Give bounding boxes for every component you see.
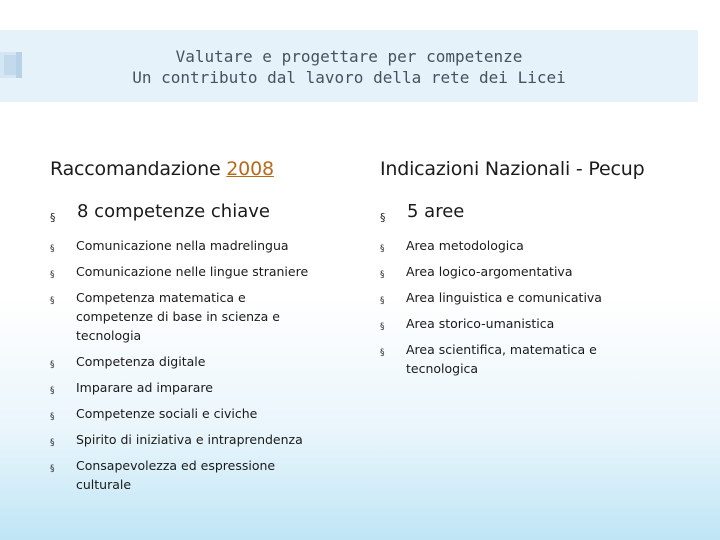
left-item-2 (50, 262, 370, 281)
left-column (50, 156, 370, 494)
right-item-text: Area logico-argomentativa (406, 264, 573, 279)
left-heading-year-link[interactable]: 2008 (226, 158, 274, 180)
left-item-5 (50, 378, 370, 397)
right-item-text: Area linguistica e comunicativa (406, 290, 602, 305)
bullet-icon: § (50, 244, 55, 254)
bullet-icon: § (50, 386, 55, 396)
bullet-icon: § (50, 296, 55, 306)
bullet-icon: § (50, 270, 55, 280)
bullet-icon: § (380, 270, 385, 280)
right-main-point (380, 200, 700, 224)
left-item-8 (50, 456, 296, 494)
bullet-icon: § (380, 296, 385, 306)
bullet-icon: § (380, 348, 385, 358)
left-item-4 (50, 352, 370, 371)
right-item-5 (380, 340, 626, 378)
right-column (380, 156, 700, 378)
bullet-icon: § (50, 360, 55, 370)
left-column-heading (50, 156, 370, 182)
left-item-text: Competenza matematica e competenze di base in scienza e tecnologia (76, 290, 280, 343)
right-item-2 (380, 262, 700, 281)
left-item-text: Comunicazione nelle lingue straniere (76, 264, 309, 279)
bullet-icon: § (380, 244, 385, 254)
bullet-icon: § (50, 412, 55, 422)
left-item-text: Imparare ad imparare (76, 380, 213, 395)
slide-title (0, 46, 698, 88)
bullet-icon: § (50, 438, 55, 448)
right-item-4 (380, 314, 700, 333)
right-item-3 (380, 288, 700, 307)
left-item-text: Consapevolezza ed espressione culturale (76, 458, 276, 492)
right-item-1 (380, 236, 700, 255)
right-item-text: Area metodologica (406, 238, 524, 253)
left-item-text: Comunicazione nella madrelingua (76, 238, 289, 253)
left-main-point (50, 200, 370, 224)
left-item-1 (50, 236, 370, 255)
left-item-text: Spirito di iniziativa e intraprendenza (76, 432, 303, 447)
bullet-icon: § (50, 211, 56, 224)
left-item-text: Competenze sociali e civiche (76, 406, 258, 421)
right-main-text: 5 aree (407, 201, 465, 222)
left-heading-text: Raccomandazione (50, 158, 227, 180)
right-item-text: Area scientifica, matematica e tecnologica (406, 342, 597, 376)
bullet-icon: § (380, 211, 386, 224)
left-item-6 (50, 404, 370, 423)
title-line-2: Un contributo dal lavoro della rete dei Licei (132, 68, 566, 87)
left-main-text: 8 competenze chiave (77, 201, 270, 222)
bullet-icon: § (50, 464, 55, 474)
left-item-7 (50, 430, 370, 449)
left-item-text: Competenza digitale (76, 354, 206, 369)
right-item-text: Area storico-umanistica (406, 316, 555, 331)
right-column-heading: Indicazioni Nazionali - Pecup (380, 158, 645, 180)
title-line-1: Valutare e progettare per competenze (175, 47, 523, 66)
bullet-icon: § (380, 322, 385, 332)
left-item-3 (50, 288, 296, 345)
